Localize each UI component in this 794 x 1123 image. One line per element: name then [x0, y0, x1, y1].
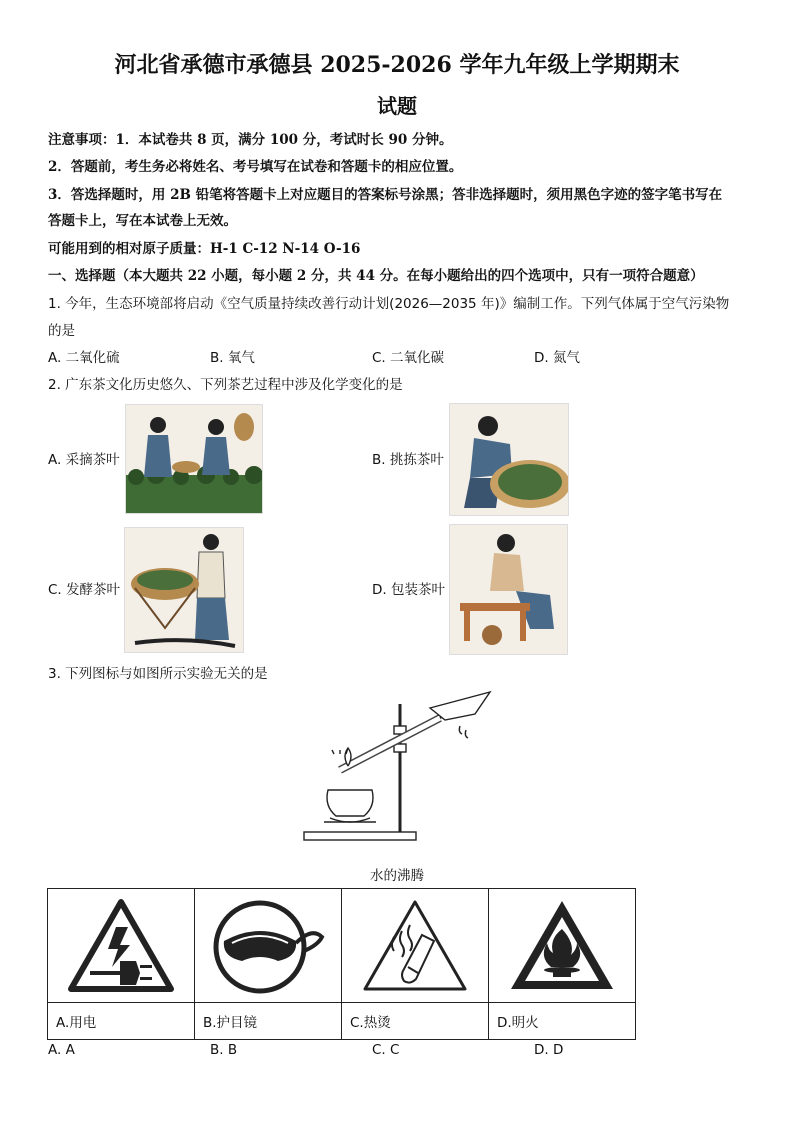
page-subtitle: 试题	[377, 94, 417, 118]
label-electricity: A.用电	[48, 1003, 195, 1040]
q1-option-c: C. 二氧化碳	[372, 350, 445, 366]
goggles-icon	[208, 897, 328, 997]
tea-sorting-illustration	[449, 403, 569, 516]
q3-stem: 3. 下列图标与如图所示实验无关的是	[48, 666, 268, 682]
q1-stem-b: 的是	[48, 323, 75, 339]
electricity-warning-icon	[66, 897, 176, 997]
table-cell-flame	[489, 889, 636, 1003]
q2-option-a: A. 采摘茶叶	[48, 452, 120, 468]
label-hot: C.热烫	[342, 1003, 489, 1040]
q2-option-d: D. 包装茶叶	[372, 582, 445, 598]
label-goggles: B.护目镜	[195, 1003, 342, 1040]
q3-option-c: C. C	[372, 1042, 400, 1058]
boiling-water-apparatus-figure	[300, 690, 500, 850]
notes-line-2: 2．答题前，考生务必将姓名、考号填写在试卷和答题卡的相应位置。	[48, 159, 463, 175]
q1-option-a: A. 二氧化硫	[48, 350, 120, 366]
q1-stem-a: 1. 今年，生态环境部将启动《空气质量持续改善行动计划(2026—2035 年)》编制工作。下列气体属于空气污染物	[48, 296, 730, 312]
tea-fermenting-illustration	[124, 527, 244, 653]
safety-icons-table	[47, 888, 636, 1040]
table-cell-electricity	[48, 889, 195, 1003]
page-title: 河北省承德市承德县 2025-2026 学年九年级上学期期末	[114, 52, 680, 78]
q2-option-c: C. 发酵茶叶	[48, 582, 121, 598]
tea-picking-illustration	[125, 404, 263, 514]
tea-packing-illustration	[449, 524, 568, 655]
table-cell-hot	[342, 889, 489, 1003]
notes-line-1: 注意事项：1．本试卷共 8 页，满分 100 分，考试时长 90 分钟。	[48, 132, 453, 148]
q1-option-d: D. 氮气	[534, 350, 580, 366]
notes-line-3b: 答题卡上，写在本试卷上无效。	[48, 213, 237, 229]
table-cell-goggles	[195, 889, 342, 1003]
q2-stem: 2. 广东茶文化历史悠久、下列茶艺过程中涉及化学变化的是	[48, 377, 403, 393]
q3-option-b: B. B	[210, 1042, 238, 1058]
section-heading: 一、选择题（本大题共 22 小题，每小题 2 分，共 44 分。在每小题给出的四个选项中，只有一项符合题意）	[48, 268, 704, 284]
q3-option-a: A. A	[48, 1042, 75, 1058]
hot-surface-warning-icon	[360, 897, 470, 997]
q3-option-d: D. D	[534, 1042, 564, 1058]
q1-option-b: B. 氧气	[210, 350, 255, 366]
open-flame-warning-icon	[507, 897, 617, 997]
notes-line-3a: 3．答选择题时，用 2B 铅笔将答题卡上对应题目的答案标号涂黑；答非选择题时，须用黑色字迹的签字笔书写在	[48, 187, 723, 203]
notes-line-4: 可能用到的相对原子质量：H-1 C-12 N-14 O-16	[48, 241, 361, 257]
q2-option-b: B. 挑拣茶叶	[372, 452, 444, 468]
label-flame: D.明火	[489, 1003, 636, 1040]
figure-caption: 水的沸腾	[370, 868, 424, 884]
